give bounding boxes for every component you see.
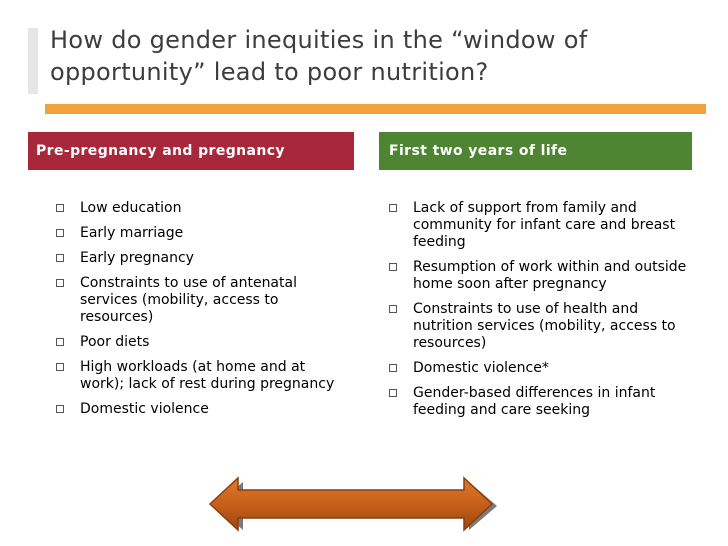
square-bullet-icon: [389, 204, 397, 212]
list-item-text: Resumption of work within and outside home soon after pregnancy: [413, 259, 687, 292]
list-item: [389, 259, 699, 293]
corner-decoration: [28, 28, 38, 94]
square-bullet-icon: [389, 364, 397, 372]
list-item: [389, 200, 699, 251]
list-item: [56, 401, 346, 418]
list-item-text: Lack of support from family and community for infant care and breast feeding: [413, 200, 676, 250]
list-item-text: Poor diets: [80, 334, 150, 350]
right-column-header-label: First two years of life: [389, 143, 568, 159]
list-item: [389, 301, 699, 352]
list-item-text: Early marriage: [80, 225, 184, 241]
square-bullet-icon: [56, 405, 64, 413]
right-bullet-list: [389, 200, 699, 427]
list-item-text: Domestic violence: [80, 401, 209, 417]
list-item: [56, 225, 346, 242]
square-bullet-icon: [56, 338, 64, 346]
square-bullet-icon: [56, 279, 64, 287]
square-bullet-icon: [56, 254, 64, 262]
accent-rule: [45, 104, 706, 114]
list-item-text: Domestic violence*: [413, 360, 549, 376]
left-bullet-list: [56, 200, 346, 426]
left-column-header: [28, 132, 354, 170]
left-column-header-label: Pre-pregnancy and pregnancy: [36, 143, 285, 159]
list-item: [56, 359, 346, 393]
list-item: [389, 385, 699, 419]
double-arrow-icon: [208, 476, 498, 532]
list-item-text: Constraints to use of health and nutrition services (mobility, access to resources): [413, 301, 676, 351]
list-item: [389, 360, 699, 377]
list-item-text: Low education: [80, 200, 182, 216]
square-bullet-icon: [389, 263, 397, 271]
square-bullet-icon: [56, 229, 64, 237]
list-item: [56, 250, 346, 267]
list-item: [56, 275, 346, 326]
square-bullet-icon: [389, 389, 397, 397]
square-bullet-icon: [56, 363, 64, 371]
slide-title: How do gender inequities in the “window of opportunity” lead to poor nutrition?: [50, 26, 588, 86]
square-bullet-icon: [389, 305, 397, 313]
list-item: [56, 200, 346, 217]
list-item-text: Gender-based differences in infant feeding and care seeking: [413, 385, 656, 418]
right-column-header: [379, 132, 692, 170]
square-bullet-icon: [56, 204, 64, 212]
list-item-text: High workloads (at home and at work); lack of rest during pregnancy: [80, 359, 335, 392]
list-item: [56, 334, 346, 351]
list-item-text: Constraints to use of antenatal services (mobility, access to resources): [80, 275, 297, 325]
list-item-text: Early pregnancy: [80, 250, 194, 266]
